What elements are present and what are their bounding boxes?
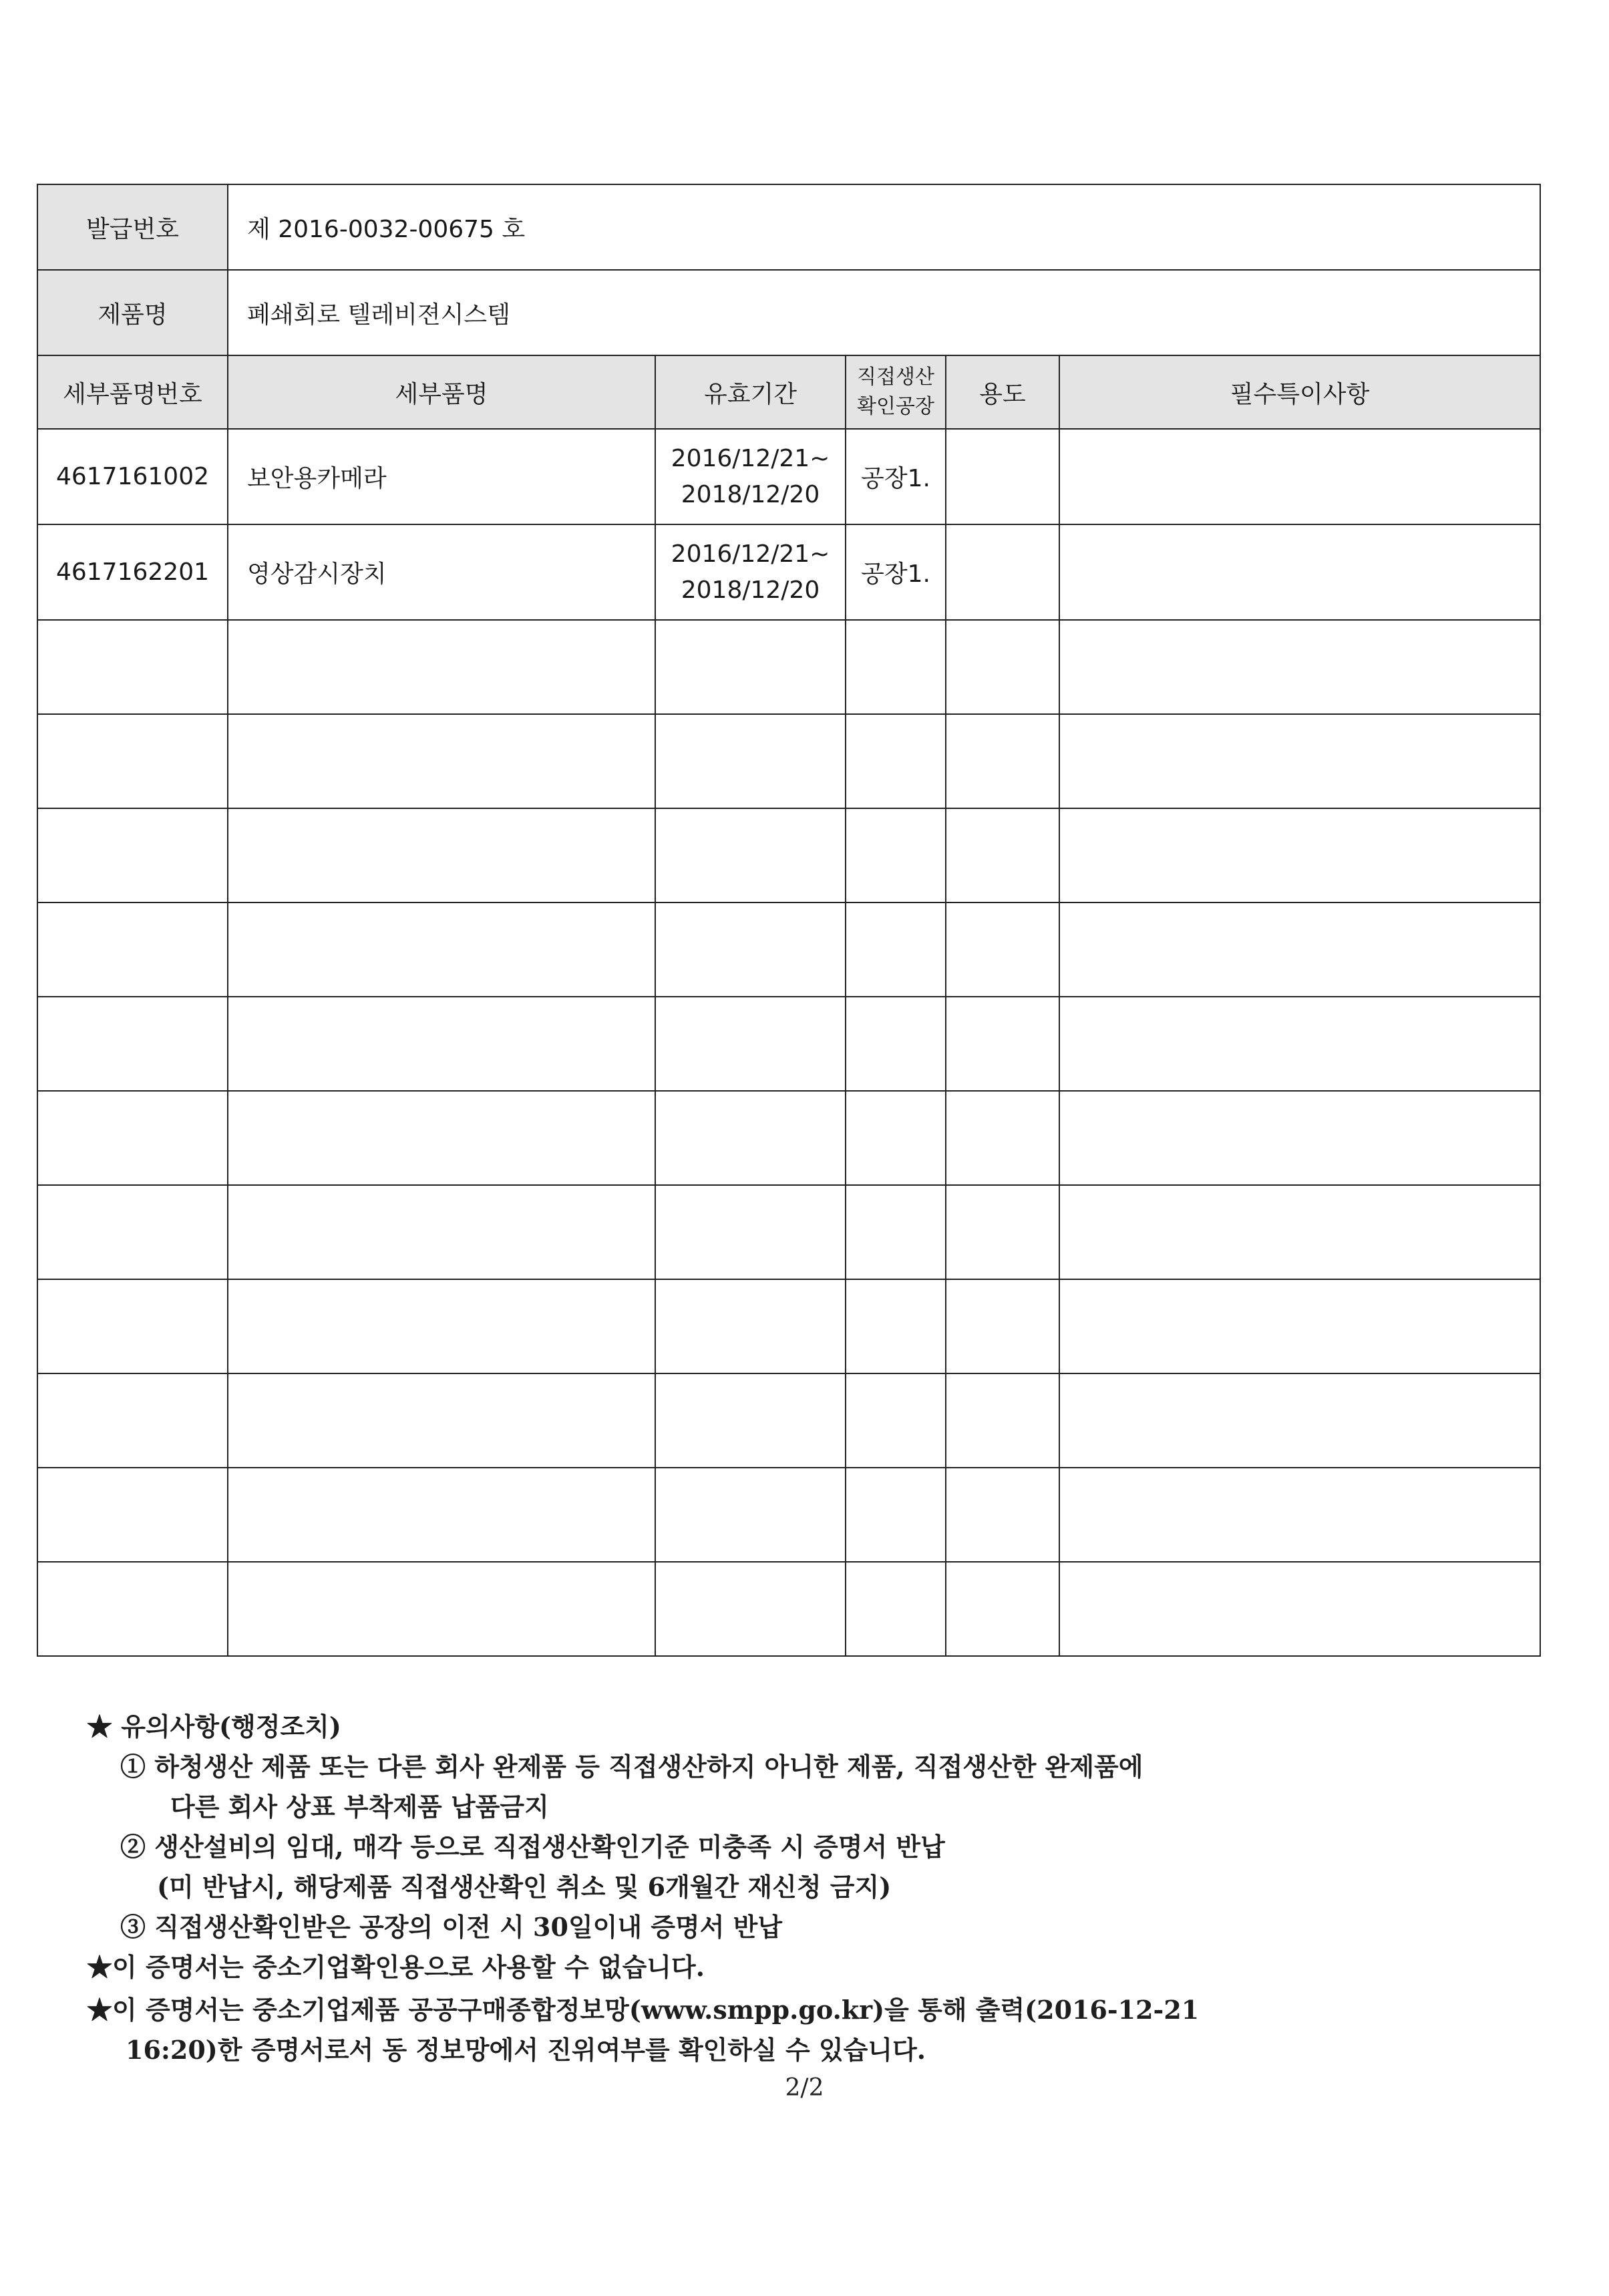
empty-cell [37,808,228,903]
empty-cell [1059,997,1540,1091]
empty-cell [946,903,1059,997]
empty-cell [228,714,655,808]
empty-cell [846,714,946,808]
column-header-validity: 유효기간 [655,355,846,429]
empty-cell [37,1562,228,1656]
empty-cell [655,1373,846,1468]
empty-cell [655,997,846,1091]
detail-name-cell: 보안용카메라 [228,429,655,524]
empty-cell [228,1468,655,1562]
validity-period-cell: 2016/12/21~ 2018/12/20 [655,429,846,524]
detail-name-cell: 영상감시장치 [228,524,655,620]
note-star-3-line-2: 16:20)한 증명서로서 동 정보망에서 진위여부를 확인하실 수 있습니다. [126,2035,926,2065]
factory-cell: 공장1. [846,524,946,620]
empty-cell [1059,620,1540,714]
factory-cell: 공장1. [846,429,946,524]
empty-table-row [37,620,1540,714]
empty-cell [228,1373,655,1468]
empty-cell [846,808,946,903]
empty-cell [655,1185,846,1279]
empty-cell [37,997,228,1091]
empty-cell [946,1562,1059,1656]
certificate-table-body [37,184,1540,1656]
note-item-2-line-1: ② 생산설비의 임대, 매각 등으로 직접생산확인기준 미충족 시 증명서 반납 [120,1832,945,1862]
empty-table-row [37,1185,1540,1279]
empty-cell [1059,808,1540,903]
empty-cell [1059,1373,1540,1468]
empty-cell [1059,1562,1540,1656]
empty-cell [946,1279,1059,1373]
empty-cell [846,997,946,1091]
product-name-label: 제품명 [37,270,228,355]
empty-cell [655,903,846,997]
empty-cell [1059,1185,1540,1279]
empty-cell [655,1279,846,1373]
empty-cell [37,1279,228,1373]
column-header-detail-name: 세부품명 [228,355,655,429]
product-name-value: 폐쇄회로 텔레비젼시스템 [228,270,1540,355]
empty-cell [228,1562,655,1656]
empty-table-row [37,997,1540,1091]
empty-cell [228,1185,655,1279]
empty-cell [655,1562,846,1656]
issue-number-row [37,184,1540,270]
certificate-table [37,184,1541,1657]
column-header-factory: 직접생산 확인공장 [846,355,946,429]
empty-cell [846,1468,946,1562]
empty-cell [655,1468,846,1562]
empty-cell [228,620,655,714]
empty-table-row [37,714,1540,808]
empty-cell [37,620,228,714]
note-item-3: ③ 직접생산확인받은 공장의 이전 시 30일이내 증명서 반납 [120,1912,783,1942]
issue-number-value: 제 2016-0032-00675 호 [228,184,1540,270]
note-item-2-line-2: (미 반납시, 해당제품 직접생산확인 취소 및 6개월간 재신청 금지) [157,1872,892,1902]
empty-table-row [37,1373,1540,1468]
empty-cell [946,1185,1059,1279]
empty-cell [37,1185,228,1279]
empty-table-row [37,808,1540,903]
empty-cell [946,1373,1059,1468]
note-star-2: ★이 증명서는 중소기업확인용으로 사용할 수 없습니다. [87,1952,705,1982]
column-header-detail-code: 세부품명번호 [37,355,228,429]
empty-table-row [37,1091,1540,1185]
column-header-special-notes: 필수특이사항 [1059,355,1540,429]
page-number: 2/2 [785,2074,824,2102]
empty-cell [37,1468,228,1562]
empty-table-row [37,1562,1540,1656]
empty-table-row [37,903,1540,997]
empty-cell [846,1562,946,1656]
empty-cell [946,997,1059,1091]
empty-cell [655,620,846,714]
empty-cell [37,1373,228,1468]
detail-code-cell: 4617162201 [37,524,228,620]
empty-cell [228,997,655,1091]
empty-table-row [37,1468,1540,1562]
empty-cell [655,808,846,903]
empty-cell [946,620,1059,714]
empty-cell [37,714,228,808]
empty-cell [1059,903,1540,997]
empty-cell [846,1091,946,1185]
issue-number-label: 발급번호 [37,184,228,270]
empty-cell [228,808,655,903]
empty-cell [846,1185,946,1279]
empty-cell [946,808,1059,903]
detail-code-cell: 4617161002 [37,429,228,524]
use-cell [946,524,1059,620]
empty-cell [846,620,946,714]
column-header-use: 용도 [946,355,1059,429]
empty-cell [1059,1091,1540,1185]
table-row [37,524,1540,620]
note-item-1-line-2: 다른 회사 상표 부착제품 납품금지 [170,1792,549,1822]
empty-cell [655,1091,846,1185]
empty-cell [1059,1279,1540,1373]
special-notes-cell [1059,429,1540,524]
empty-cell [946,714,1059,808]
empty-cell [846,1373,946,1468]
empty-cell [946,1091,1059,1185]
empty-cell [1059,714,1540,808]
empty-cell [228,1279,655,1373]
empty-cell [228,1091,655,1185]
special-notes-cell [1059,524,1540,620]
empty-cell [946,1468,1059,1562]
note-star-3-line-1: ★이 증명서는 중소기업제품 공공구매종합정보망(www.smpp.go.kr)을 통해 출력(2016-12-21 [87,1995,1200,2025]
empty-cell [846,1279,946,1373]
empty-cell [228,903,655,997]
empty-cell [37,903,228,997]
empty-cell [37,1091,228,1185]
notes-heading: ★ 유의사항(행정조치) [87,1711,341,1742]
validity-period-cell: 2016/12/21~ 2018/12/20 [655,524,846,620]
column-header-row [37,355,1540,429]
notes-section [87,1707,1543,2070]
empty-cell [846,903,946,997]
use-cell [946,429,1059,524]
product-name-row [37,270,1540,355]
note-item-1-line-1: ① 하청생산 제품 또는 다른 회사 완제품 등 직접생산하지 아니한 제품, 직접생산한 완제품에 [120,1752,1143,1782]
empty-table-row [37,1279,1540,1373]
table-row [37,429,1540,524]
empty-cell [1059,1468,1540,1562]
empty-cell [655,714,846,808]
